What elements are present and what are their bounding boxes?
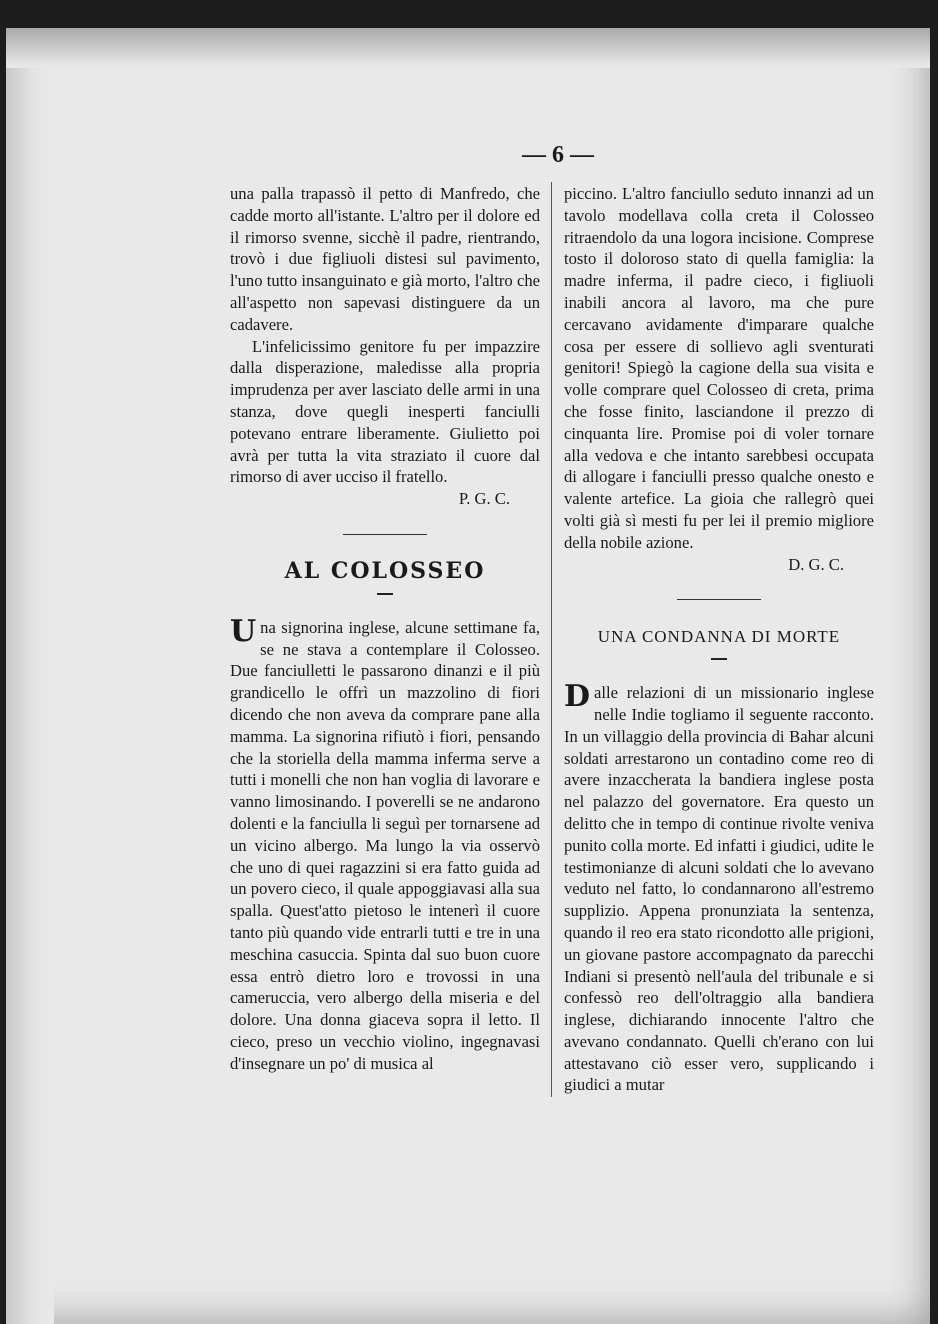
title-underline (377, 593, 393, 595)
paragraph (564, 679, 874, 1096)
paragraph: piccino. L'altro fanciullo seduto innanzi ad un tavolo modellava colla creta il Colosseo ritraendolo da una logora incisione. Comprese tosto il doloroso stato di quella famiglia: la madre inferma, il padre cieco, i figliuoli inabili ancora al lavoro, ma che pure cercavano avidamente d'imparare qualche cosa per essere di sollievo agli sventurati genitori! Spiegò la cagione della sua visita e volle comprare quel Colosseo di creta, prima che fosse finito, lasciandone il prezzo di cinquanta lire. Promise poi di voler tornare alla vedova e che intanto sarebbesi occupata di allogare i fanciulli presso qualche onesto e valente artefice. La gioia che rallegrò quei volti già sì mesti fu per lei il premio migliore della nobile azione. (564, 184, 874, 552)
paragraph (230, 613, 540, 1075)
column-divider (551, 182, 552, 1097)
page-top-edge (6, 28, 930, 68)
section-divider (677, 599, 761, 600)
author-signature: D. G. C. (788, 554, 844, 574)
page-fold-shadow (6, 28, 54, 1324)
drop-cap: D (564, 679, 591, 715)
title-underline (711, 658, 727, 660)
right-column (564, 183, 874, 1096)
section-title: AL COLOSSEO (284, 557, 486, 584)
left-column (230, 183, 540, 1074)
drop-cap: U (230, 613, 257, 649)
paragraph-text: na signorina inglese, alcune settimane fa, se ne stava a contemplare il Colosseo. Due fanciulletti le passarono dinanzi e il più grandicello le offrì un mazzolino di fiori dicendo che non aveva da comprare pane alla mamma. La signorina rifiutò i fiori, pensando che la storiella della mamma inferma serve a tutti i monelli che non han voglia di lavorare e vanno limosinando. I poverelli se ne andarono dolenti e la fanciulla li seguì per tornarsene ad un vicino albergo. Ma lungo la via osservò che uno di quei ragazzini si era fatto guida ad un povero cieco, il quale appoggiavasi alla sua spalla. Quest'atto pietoso le intenerì il cuore tanto più quando vide entrarli tutti e tre in una meschina casuccia. Spinta dal suo buon cuore essa entrò dietro loro e trovossi in una cameruccia, vero albergo della miseria e del dolore. Una donna giaceva sopra il letto. Il cieco, preso un vecchio violino, ingegnavasi d'insegnare un po' di musica al (230, 617, 540, 1073)
page-number: — 6 — (522, 142, 594, 168)
section-title: UNA CONDANNA DI MORTE (597, 627, 841, 647)
paragraph-text: alle relazioni di un missionario inglese nelle Indie togliamo il seguente racconto. In un villaggio della provincia di Bahar alcuni soldati arrestarono un contadino come reo di avere inzaccherata la bandiera inglese posta nel palazzo del governatore. Era questo un delitto che in tempo di continue rivolte veniva punito colla morte. Ed infatti i giudici, udite le testimonianze di alcuni soldati che lo avevano veduto nel fatto, lo condannarono all'estremo supplizio. Appena pronunziata la sentenza, quando il reo era stato ricondotto alle prigioni, un giovane pastore accompagnato da parecchi Indiani si presentò nell'aula del tribunale e si confessò reo dell'oltraggio alla bandiera inglese, dichiarando innocente l'altro che avevano condannato. Quelli ch'erano con lui attestavano ciò esser vero, supplicando i giudici a mutar (564, 683, 874, 1095)
paragraph: L'infelicissimo genitore fu per impazzire dalla disperazione, maledisse alla propria imprudenza per aver lasciato delle armi in una stanza, dove quegli inesperti fanciulli potevano entrare liberamente. Giulietto poi avrà per tutta la vita straziato il cuore dal rimorso di aver ucciso il fratello. (230, 336, 540, 487)
author-signature: P. G. C. (458, 489, 510, 509)
section-divider (343, 534, 427, 535)
paragraph: una palla trapassò il petto di Manfredo, che cadde morto all'istante. L'altro per il dolore ed il rimorso svenne, sicchè il padre, rientrando, trovò i due figliuoli distesi sul pavimento, l'uno tutto insanguinato e già morto, l'altro che all'aspetto non sapevasi distinguere da un cadavere. (230, 184, 540, 334)
